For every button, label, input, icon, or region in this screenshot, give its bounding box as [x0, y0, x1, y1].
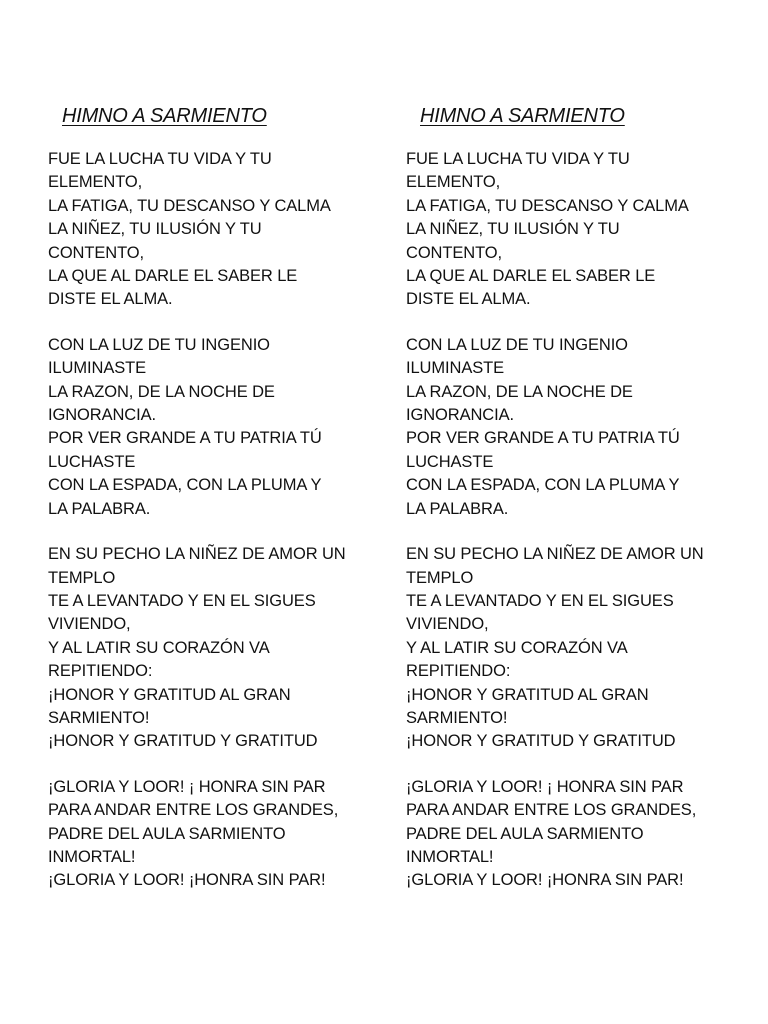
verse-line: PADRE DEL AULA SARMIENTO [406, 824, 644, 843]
verse-line: ¡GLORIA Y LOOR! ¡ HONRA SIN PAR [406, 777, 684, 796]
verse-line: LUCHASTE [406, 452, 494, 471]
verse-line: ¡GLORIA Y LOOR! ¡HONRA SIN PAR! [48, 871, 326, 890]
stanza [406, 543, 746, 754]
verse-line: SARMIENTO! [48, 708, 150, 727]
verse-line: PADRE DEL AULA SARMIENTO [48, 824, 286, 843]
stanza [406, 148, 746, 312]
verse-line: LA NIÑEZ, TU ILUSIÓN Y TU [406, 220, 620, 239]
verse-line: TE A LEVANTADO Y EN EL SIGUES [406, 591, 674, 610]
verse-line: INMORTAL! [406, 847, 494, 866]
verse-line: EN SU PECHO LA NIÑEZ DE AMOR UN [406, 545, 704, 564]
stanza [48, 148, 388, 312]
verse-line: CON LA ESPADA, CON LA PLUMA Y [406, 476, 680, 495]
verse-line: POR VER GRANDE A TU PATRIA TÚ [48, 429, 322, 448]
verse-line: ILUMINASTE [48, 359, 147, 378]
verse-line: ¡GLORIA Y LOOR! ¡HONRA SIN PAR! [406, 871, 684, 890]
verse-line: REPITIENDO: [406, 662, 511, 681]
verse-line: ¡HONOR Y GRATITUD Y GRATITUD [48, 732, 318, 751]
verse-line: TEMPLO [48, 568, 116, 587]
verse-line: ELEMENTO, [406, 173, 501, 192]
stanza [406, 334, 746, 521]
verse-line: POR VER GRANDE A TU PATRIA TÚ [406, 429, 680, 448]
verse-line: ¡HONOR Y GRATITUD Y GRATITUD [406, 732, 676, 751]
verse-line: PARA ANDAR ENTRE LOS GRANDES, [48, 801, 339, 820]
hymn-column-right [406, 102, 746, 915]
verse-line: TEMPLO [406, 568, 474, 587]
verse-line: TE A LEVANTADO Y EN EL SIGUES [48, 591, 316, 610]
verse-line: LA NIÑEZ, TU ILUSIÓN Y TU [48, 220, 262, 239]
hymn-title: HIMNO A SARMIENTO [62, 105, 267, 127]
stanza [48, 543, 388, 754]
verse-line: CONTENTO, [48, 243, 144, 262]
verse-line: IGNORANCIA. [406, 406, 514, 425]
verse-line: INMORTAL! [48, 847, 136, 866]
stanza [48, 334, 388, 521]
verse-line: LA FATIGA, TU DESCANSO Y CALMA [406, 196, 689, 215]
verse-line: LA PALABRA. [406, 499, 509, 518]
verse-line: ¡HONOR Y GRATITUD AL GRAN [406, 685, 649, 704]
verse-line: LA QUE AL DARLE EL SABER LE [406, 267, 656, 286]
verse-line: SARMIENTO! [406, 708, 508, 727]
hymn-column-left [48, 102, 388, 915]
verse-line: LA RAZON, DE LA NOCHE DE [48, 382, 275, 401]
verse-line: CON LA LUZ DE TU INGENIO [406, 335, 628, 354]
verse-line: CONTENTO, [406, 243, 502, 262]
verse-line: CON LA LUZ DE TU INGENIO [48, 335, 270, 354]
verse-line: IGNORANCIA. [48, 406, 156, 425]
verse-line: Y AL LATIR SU CORAZÓN VA [406, 638, 628, 657]
verse-line: VIVIENDO, [48, 615, 131, 634]
verse-line: ILUMINASTE [406, 359, 505, 378]
verse-line: LA FATIGA, TU DESCANSO Y CALMA [48, 196, 331, 215]
verse-line: LA RAZON, DE LA NOCHE DE [406, 382, 633, 401]
verse-line: EN SU PECHO LA NIÑEZ DE AMOR UN [48, 545, 346, 564]
hymn-title: HIMNO A SARMIENTO [420, 105, 625, 127]
verse-line: LA QUE AL DARLE EL SABER LE [48, 267, 298, 286]
verse-line: REPITIENDO: [48, 662, 153, 681]
verse-line: PARA ANDAR ENTRE LOS GRANDES, [406, 801, 697, 820]
verse-line: DISTE EL ALMA. [48, 290, 173, 309]
verse-line: LUCHASTE [48, 452, 136, 471]
verse-line: DISTE EL ALMA. [406, 290, 531, 309]
verse-line: VIVIENDO, [406, 615, 489, 634]
verse-line: ¡HONOR Y GRATITUD AL GRAN [48, 685, 291, 704]
stanza [406, 776, 746, 893]
verse-line: ELEMENTO, [48, 173, 143, 192]
verse-line: CON LA ESPADA, CON LA PLUMA Y [48, 476, 322, 495]
verse-line: FUE LA LUCHA TU VIDA Y TU [48, 150, 272, 168]
verse-line: FUE LA LUCHA TU VIDA Y TU [406, 150, 630, 168]
verse-line: LA PALABRA. [48, 499, 151, 518]
stanza [48, 776, 388, 893]
verse-line: ¡GLORIA Y LOOR! ¡ HONRA SIN PAR [48, 777, 326, 796]
verse-line: Y AL LATIR SU CORAZÓN VA [48, 638, 270, 657]
